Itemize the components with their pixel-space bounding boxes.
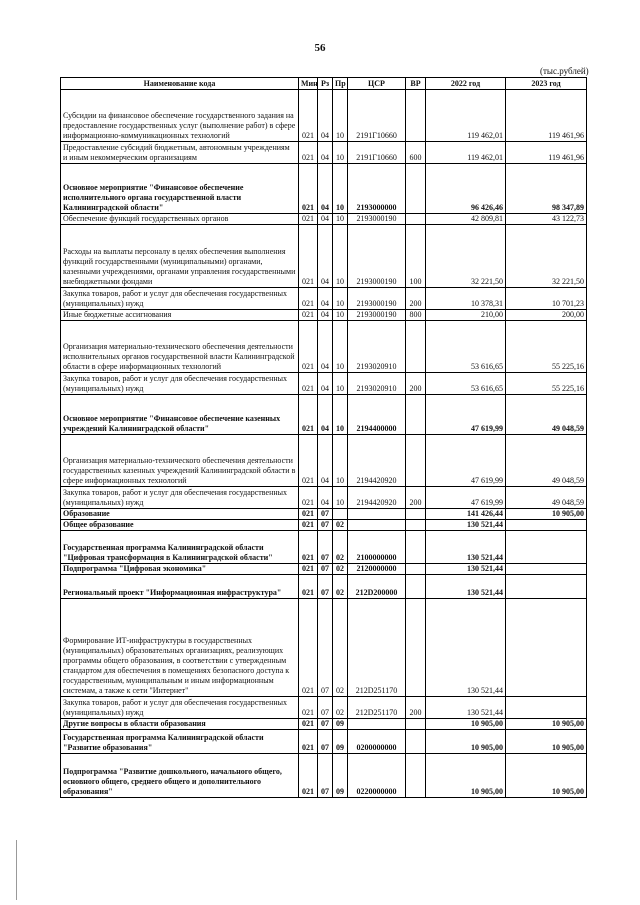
header-vr: ВР <box>406 78 426 90</box>
cell-rz: 04 <box>318 90 333 142</box>
cell-name: Закупка товаров, работ и услуг для обеспечения государственных (муниципальных) нужд <box>61 288 299 310</box>
cell-pr: 02 <box>333 697 348 719</box>
cell-rz: 04 <box>318 164 333 214</box>
cell-name: Обеспечение функций государственных органов <box>61 214 299 225</box>
cell-csr <box>348 509 406 520</box>
cell-rz: 04 <box>318 435 333 487</box>
cell-y2023 <box>506 520 587 531</box>
cell-csr: 2193000000 <box>348 164 406 214</box>
cell-pr: 10 <box>333 487 348 509</box>
cell-pr: 09 <box>333 719 348 730</box>
table-header-row <box>61 78 587 90</box>
cell-vr <box>406 730 426 754</box>
cell-vr: 200 <box>406 288 426 310</box>
cell-rz: 07 <box>318 754 333 798</box>
cell-y2023 <box>506 599 587 697</box>
cell-rz: 07 <box>318 564 333 575</box>
cell-csr: 2191Г10660 <box>348 142 406 164</box>
cell-min: 021 <box>299 310 318 321</box>
cell-y2022: 42 809,81 <box>426 214 506 225</box>
cell-pr: 02 <box>333 599 348 697</box>
cell-min: 021 <box>299 520 318 531</box>
cell-y2022: 53 616,65 <box>426 321 506 373</box>
cell-vr: 200 <box>406 697 426 719</box>
table-row <box>61 564 587 575</box>
cell-y2022: 47 619,99 <box>426 435 506 487</box>
cell-y2022: 10 905,00 <box>426 719 506 730</box>
cell-pr: 02 <box>333 520 348 531</box>
cell-vr <box>406 395 426 435</box>
cell-csr: 2193000190 <box>348 288 406 310</box>
cell-y2022: 130 521,44 <box>426 520 506 531</box>
cell-name: Закупка товаров, работ и услуг для обеспечения государственных (муниципальных) нужд <box>61 373 299 395</box>
cell-pr <box>333 509 348 520</box>
cell-min: 021 <box>299 395 318 435</box>
cell-vr: 800 <box>406 310 426 321</box>
table-row <box>61 395 587 435</box>
cell-pr: 10 <box>333 373 348 395</box>
cell-pr: 10 <box>333 214 348 225</box>
table-row <box>61 373 587 395</box>
header-2022: 2022 год <box>426 78 506 90</box>
cell-rz: 07 <box>318 730 333 754</box>
table-row <box>61 520 587 531</box>
cell-min: 021 <box>299 288 318 310</box>
table-row <box>61 730 587 754</box>
cell-rz: 04 <box>318 321 333 373</box>
cell-min: 021 <box>299 697 318 719</box>
table-row <box>61 599 587 697</box>
cell-name: Формирование ИТ-инфраструктуры в государственных (муниципальных) образовательных организациях, реализующих программы общего образования, в соответствии с утвержденным стандартом для обеспечения в помещениях безопасного доступа к государственным, муниципальным и иным информационным системам, а также к сети "Интернет" <box>61 599 299 697</box>
cell-y2023: 49 048,59 <box>506 395 587 435</box>
cell-y2023 <box>506 564 587 575</box>
header-min: Мин <box>299 78 318 90</box>
cell-y2022: 10 378,31 <box>426 288 506 310</box>
cell-vr <box>406 531 426 564</box>
cell-vr: 200 <box>406 373 426 395</box>
cell-vr <box>406 520 426 531</box>
cell-y2023: 43 122,73 <box>506 214 587 225</box>
cell-name: Иные бюджетные ассигнования <box>61 310 299 321</box>
cell-csr <box>348 719 406 730</box>
cell-pr: 09 <box>333 754 348 798</box>
cell-y2023 <box>506 697 587 719</box>
cell-min: 021 <box>299 564 318 575</box>
cell-y2022: 32 221,50 <box>426 225 506 288</box>
cell-min: 021 <box>299 214 318 225</box>
table-row <box>61 214 587 225</box>
cell-rz: 07 <box>318 719 333 730</box>
cell-y2023: 49 048,59 <box>506 435 587 487</box>
table-row <box>61 435 587 487</box>
cell-csr: 0220000000 <box>348 754 406 798</box>
cell-name: Организация материально-технического обеспечения деятельности государственных казенных учреждений Калининградской области в сфере информационных технологий <box>61 435 299 487</box>
cell-rz: 04 <box>318 142 333 164</box>
cell-vr <box>406 164 426 214</box>
cell-min: 021 <box>299 719 318 730</box>
cell-y2022: 96 426,46 <box>426 164 506 214</box>
table-row <box>61 719 587 730</box>
cell-csr: 2100000000 <box>348 531 406 564</box>
cell-pr: 02 <box>333 564 348 575</box>
cell-name: Другие вопросы в области образования <box>61 719 299 730</box>
cell-csr: 2193000190 <box>348 225 406 288</box>
cell-min: 021 <box>299 435 318 487</box>
cell-y2022: 141 426,44 <box>426 509 506 520</box>
cell-csr: 212D251170 <box>348 599 406 697</box>
cell-min: 021 <box>299 487 318 509</box>
header-pr: Пр <box>333 78 348 90</box>
cell-y2022: 119 462,01 <box>426 142 506 164</box>
cell-y2022: 130 521,44 <box>426 697 506 719</box>
cell-rz: 04 <box>318 487 333 509</box>
cell-rz: 07 <box>318 697 333 719</box>
cell-pr: 09 <box>333 730 348 754</box>
cell-csr: 2193000190 <box>348 310 406 321</box>
cell-y2022: 10 905,00 <box>426 730 506 754</box>
cell-rz: 04 <box>318 225 333 288</box>
cell-rz: 04 <box>318 373 333 395</box>
cell-csr: 2191Г10660 <box>348 90 406 142</box>
cell-vr <box>406 564 426 575</box>
cell-min: 021 <box>299 142 318 164</box>
header-name: Наименование кода <box>61 78 299 90</box>
cell-pr: 02 <box>333 531 348 564</box>
cell-name: Подпрограмма "Развитие дошкольного, начального общего, основного общего, среднего общего и дополнительного образования" <box>61 754 299 798</box>
table-row <box>61 575 587 599</box>
cell-y2023: 10 905,00 <box>506 730 587 754</box>
table-row <box>61 754 587 798</box>
cell-pr: 10 <box>333 321 348 373</box>
cell-name: Предоставление субсидий бюджетным, автономным учреждениям и иным некоммерческим организациям <box>61 142 299 164</box>
cell-name: Государственная программа Калининградской области "Цифровая трансформация в Калининградской области" <box>61 531 299 564</box>
cell-vr <box>406 599 426 697</box>
cell-vr: 600 <box>406 142 426 164</box>
cell-pr: 10 <box>333 164 348 214</box>
cell-y2023: 10 701,23 <box>506 288 587 310</box>
cell-y2023: 49 048,59 <box>506 487 587 509</box>
cell-csr: 2193020910 <box>348 321 406 373</box>
table-row <box>61 164 587 214</box>
cell-y2023 <box>506 575 587 599</box>
cell-rz: 04 <box>318 214 333 225</box>
cell-y2023: 10 905,00 <box>506 719 587 730</box>
cell-y2023: 32 221,50 <box>506 225 587 288</box>
cell-pr: 10 <box>333 225 348 288</box>
cell-y2022: 47 619,99 <box>426 487 506 509</box>
table-row <box>61 321 587 373</box>
cell-y2023: 119 461,96 <box>506 142 587 164</box>
cell-y2023: 10 905,00 <box>506 509 587 520</box>
cell-rz: 04 <box>318 395 333 435</box>
cell-vr <box>406 509 426 520</box>
cell-y2022: 130 521,44 <box>426 564 506 575</box>
cell-min: 021 <box>299 373 318 395</box>
cell-min: 021 <box>299 531 318 564</box>
cell-rz: 04 <box>318 310 333 321</box>
cell-y2022: 130 521,44 <box>426 531 506 564</box>
cell-vr <box>406 90 426 142</box>
cell-min: 021 <box>299 90 318 142</box>
table-row <box>61 310 587 321</box>
cell-name: Основное мероприятие "Финансовое обеспечение казенных учреждений Калининградской области" <box>61 395 299 435</box>
cell-csr: 2120000000 <box>348 564 406 575</box>
cell-csr: 212D251170 <box>348 697 406 719</box>
cell-min: 021 <box>299 321 318 373</box>
cell-min: 021 <box>299 575 318 599</box>
cell-y2022: 119 462,01 <box>426 90 506 142</box>
cell-y2023: 55 225,16 <box>506 321 587 373</box>
cell-min: 021 <box>299 730 318 754</box>
cell-pr: 10 <box>333 90 348 142</box>
cell-vr <box>406 435 426 487</box>
cell-csr: 2194400000 <box>348 395 406 435</box>
cell-y2023 <box>506 531 587 564</box>
cell-pr: 02 <box>333 575 348 599</box>
table-row <box>61 531 587 564</box>
cell-name: Подпрограмма "Цифровая экономика" <box>61 564 299 575</box>
cell-y2022: 130 521,44 <box>426 575 506 599</box>
cell-name: Организация материально-технического обеспечения деятельности исполнительных органов государственной власти Калининградской области в сфере информационных технологий <box>61 321 299 373</box>
cell-vr <box>406 321 426 373</box>
page-number: 56 <box>314 42 326 54</box>
table-row <box>61 225 587 288</box>
scan-mark <box>16 840 17 900</box>
cell-rz: 07 <box>318 520 333 531</box>
cell-vr <box>406 719 426 730</box>
cell-y2023: 98 347,89 <box>506 164 587 214</box>
table-row <box>61 142 587 164</box>
cell-y2022: 47 619,99 <box>426 395 506 435</box>
cell-name: Закупка товаров, работ и услуг для обеспечения государственных (муниципальных) нужд <box>61 697 299 719</box>
cell-pr: 10 <box>333 310 348 321</box>
cell-name: Закупка товаров, работ и услуг для обеспечения государственных (муниципальных) нужд <box>61 487 299 509</box>
cell-y2022: 53 616,65 <box>426 373 506 395</box>
cell-rz: 07 <box>318 599 333 697</box>
header-rz: Рз <box>318 78 333 90</box>
cell-csr: 0200000000 <box>348 730 406 754</box>
cell-y2023: 119 461,96 <box>506 90 587 142</box>
cell-csr: 2193020910 <box>348 373 406 395</box>
cell-vr <box>406 214 426 225</box>
cell-csr: 212D200000 <box>348 575 406 599</box>
cell-rz: 07 <box>318 575 333 599</box>
cell-min: 021 <box>299 754 318 798</box>
cell-pr: 10 <box>333 288 348 310</box>
cell-min: 021 <box>299 509 318 520</box>
cell-y2022: 10 905,00 <box>426 754 506 798</box>
cell-y2023: 55 225,16 <box>506 373 587 395</box>
table-row <box>61 487 587 509</box>
cell-min: 021 <box>299 164 318 214</box>
cell-vr <box>406 754 426 798</box>
budget-table <box>60 77 587 798</box>
cell-name: Государственная программа Калининградской области "Развитие образования" <box>61 730 299 754</box>
cell-y2022: 210,00 <box>426 310 506 321</box>
cell-y2023: 10 905,00 <box>506 754 587 798</box>
cell-name: Расходы на выплаты персоналу в целях обеспечения выполнения функций государственными (муниципальными) органами, казенными учреждениями, органами управления государственными внебюджетными фондами <box>61 225 299 288</box>
cell-vr: 200 <box>406 487 426 509</box>
table-row <box>61 288 587 310</box>
cell-name: Основное мероприятие "Финансовое обеспечение исполнительного органа государственной власти Калининградской области" <box>61 164 299 214</box>
cell-name: Общее образование <box>61 520 299 531</box>
cell-min: 021 <box>299 225 318 288</box>
cell-csr: 2194420920 <box>348 435 406 487</box>
cell-csr: 2193000190 <box>348 214 406 225</box>
cell-rz: 04 <box>318 288 333 310</box>
table-row <box>61 509 587 520</box>
cell-y2023: 200,00 <box>506 310 587 321</box>
cell-pr: 10 <box>333 142 348 164</box>
cell-min: 021 <box>299 599 318 697</box>
cell-name: Региональный проект "Информационная инфраструктура" <box>61 575 299 599</box>
cell-name: Субсидии на финансовое обеспечение государственного задания на предоставление государственных услуг (выполнение работ) в сфере информационно-коммуникационных технологий <box>61 90 299 142</box>
cell-csr <box>348 520 406 531</box>
cell-vr <box>406 575 426 599</box>
cell-pr: 10 <box>333 395 348 435</box>
cell-csr: 2194420920 <box>348 487 406 509</box>
cell-y2022: 130 521,44 <box>426 599 506 697</box>
cell-pr: 10 <box>333 435 348 487</box>
units-label: (тыс.рублей) <box>540 66 589 76</box>
cell-name: Образование <box>61 509 299 520</box>
table-row <box>61 697 587 719</box>
header-csr: ЦСР <box>348 78 406 90</box>
cell-vr: 100 <box>406 225 426 288</box>
header-2023: 2023 год <box>506 78 587 90</box>
cell-rz: 07 <box>318 509 333 520</box>
table-row <box>61 90 587 142</box>
cell-rz: 07 <box>318 531 333 564</box>
table-body <box>61 90 587 798</box>
